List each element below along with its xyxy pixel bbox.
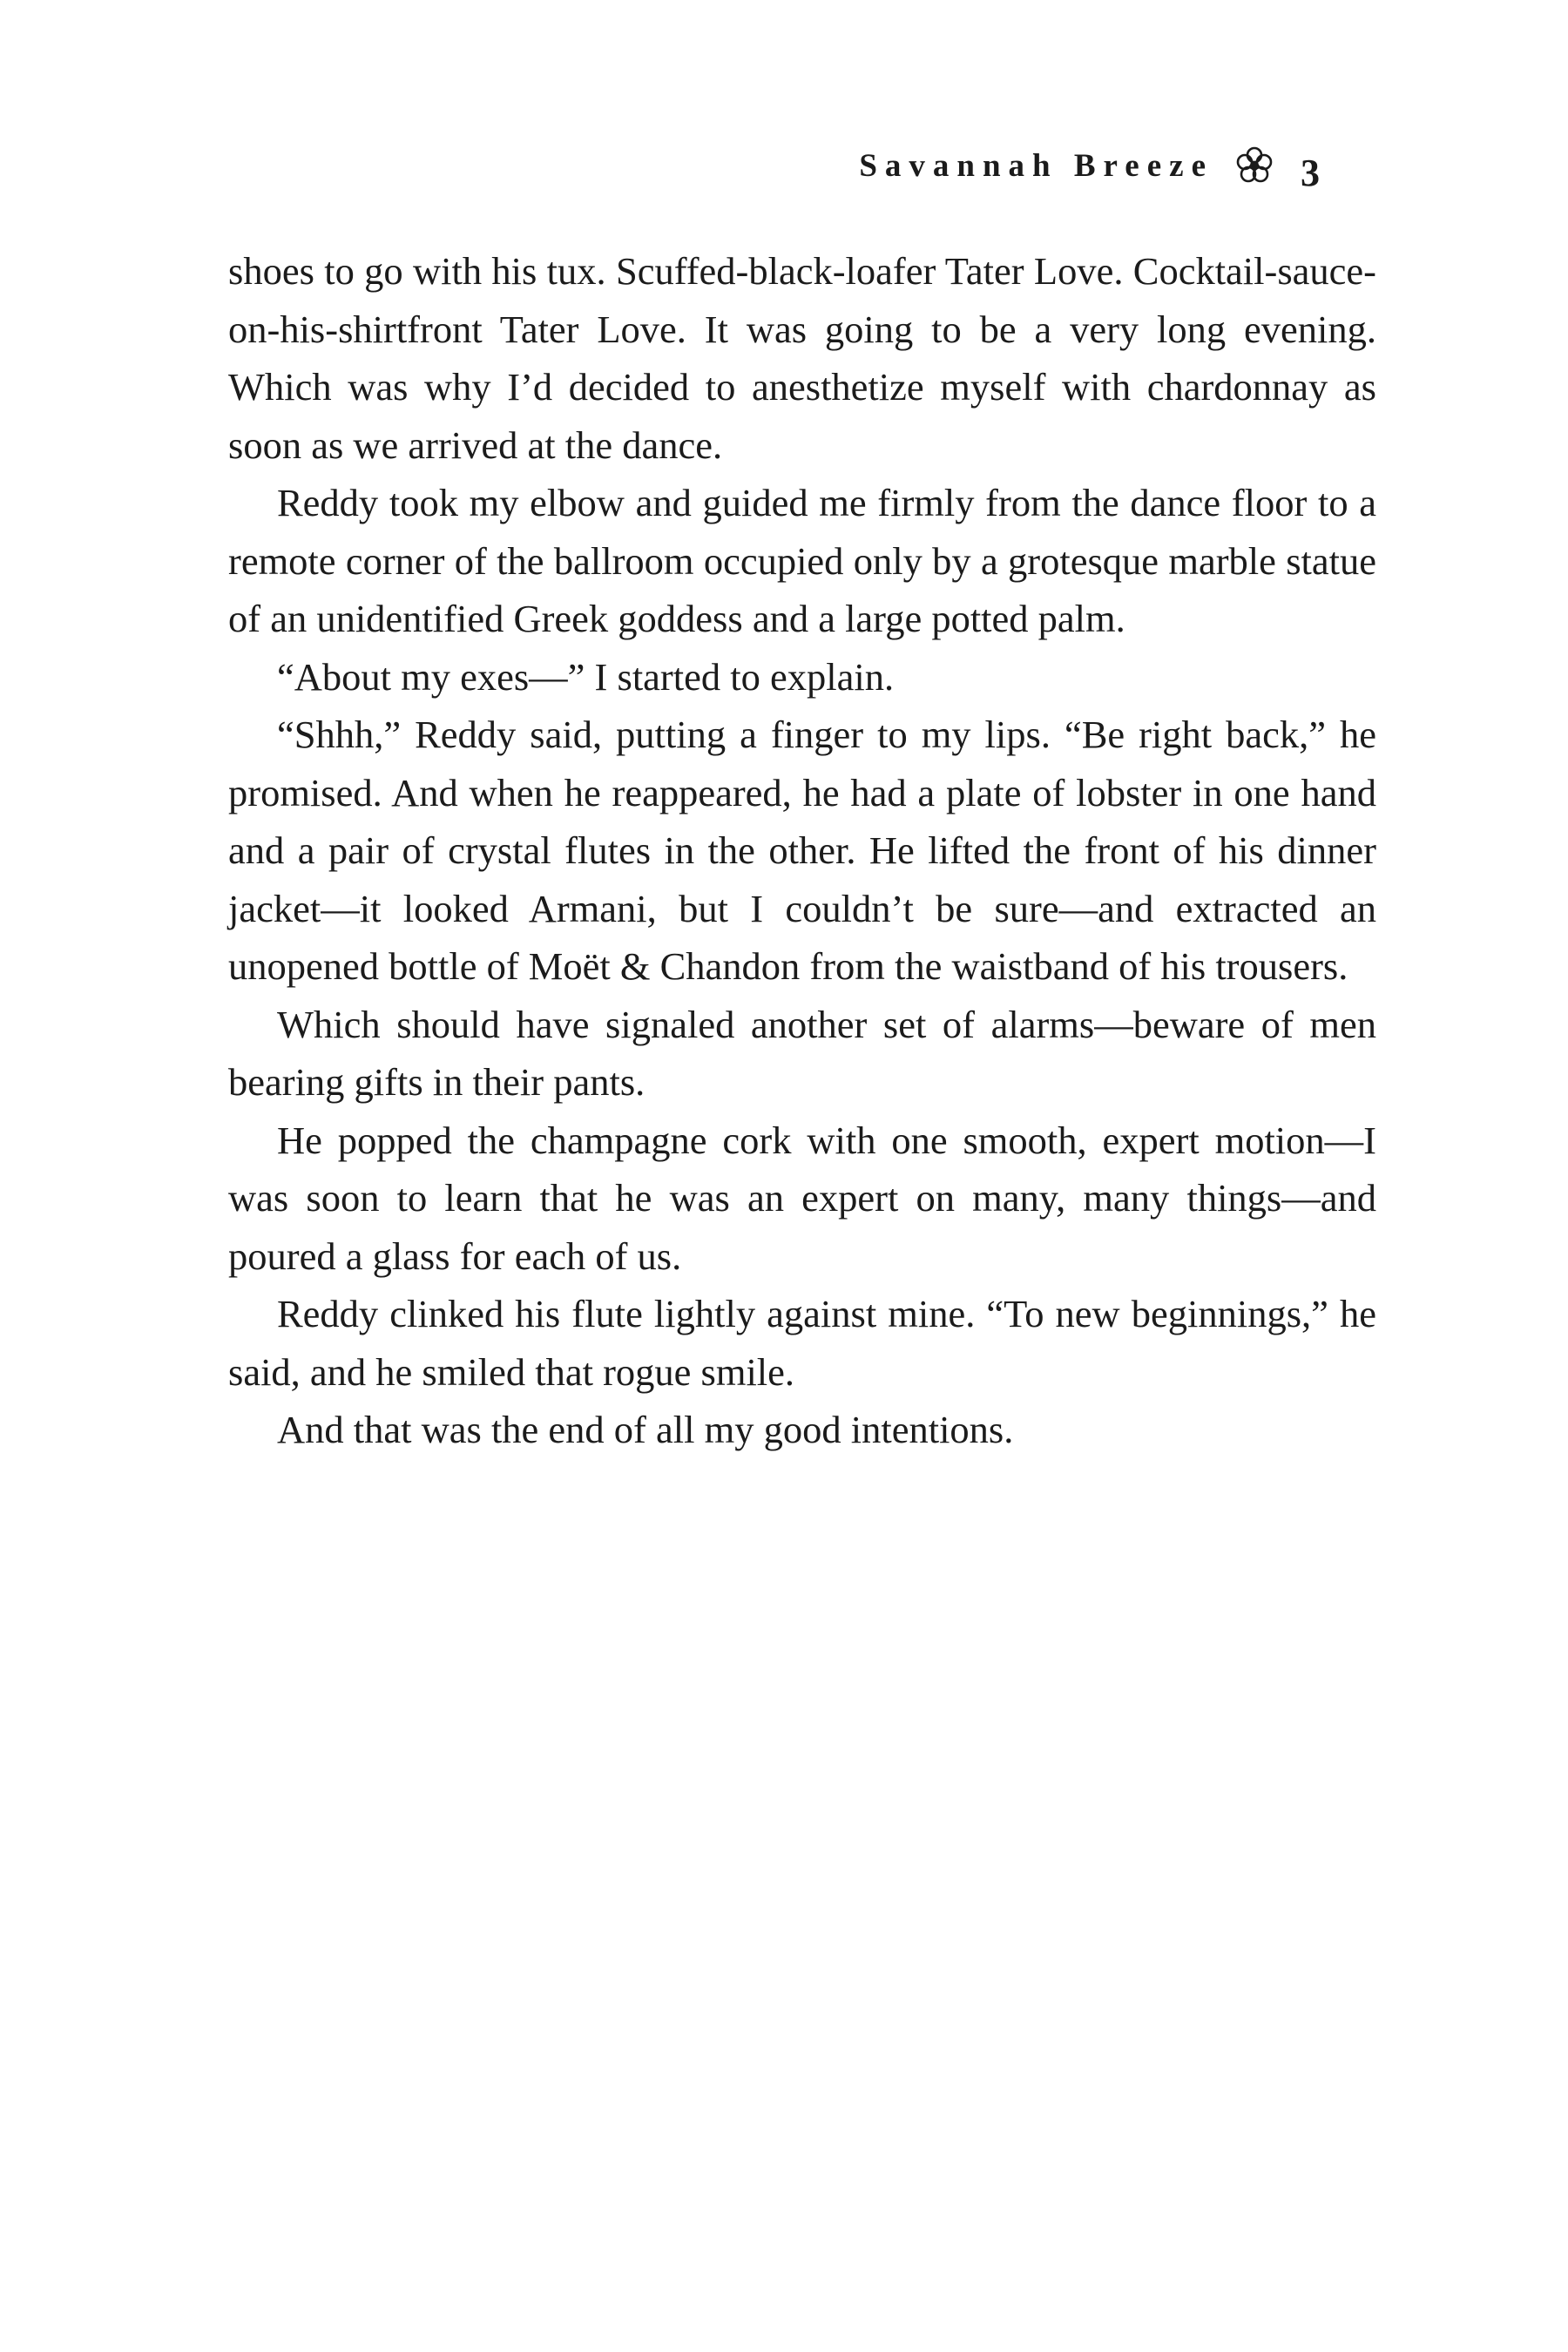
body-text xyxy=(228,242,1376,1459)
paragraph: “About my exes—” I started to explain. xyxy=(277,654,895,699)
paragraph: Reddy clinked his flute lightly against mine. “To new beginnings,” he said, and he smiled that rogue smile. xyxy=(228,1292,1376,1394)
paragraph: Reddy took my elbow and guided me firmly from the dance floor to a remote corner of the ballroom occupied only by a grotesque marble statue of an unidentified Greek goddess and a large potted palm. xyxy=(228,481,1376,640)
running-head xyxy=(859,139,1320,192)
paragraph: Which should have signaled another set of alarms—beware of men bearing gifts in their pants. xyxy=(228,1002,1376,1104)
paragraph: “Shhh,” Reddy said, putting a finger to my lips. “Be right back,” he promised. And when he reappeared, he had a plate of lobster in one hand and a pair of crystal flutes in the other. He lifted the front of his dinner jacket—it looked Armani, but I couldn’t be sure—and extracted an unopened bottle of Moët & Chandon from the waistband of his trousers. xyxy=(228,713,1376,988)
paragraph: shoes to go with his tux. Scuffed-black-loafer Tater Love. Cocktail-sauce-on-his-shirtfront Tater Love. It was going to be a very long evening. Which was why I’d decided to anesthetize myself with chardonnay as soon as we arrived at the dance. xyxy=(228,249,1376,467)
flower-ornament-icon xyxy=(1234,145,1274,186)
paragraph: He popped the champagne cork with one smooth, expert motion—I was soon to learn that he was an expert on many, many things—and poured a glass for each of us. xyxy=(228,1118,1376,1278)
paragraph: And that was the end of all my good intentions. xyxy=(277,1408,1014,1451)
page-number: 3 xyxy=(1301,151,1320,194)
running-title: Savannah Breeze xyxy=(859,147,1213,184)
